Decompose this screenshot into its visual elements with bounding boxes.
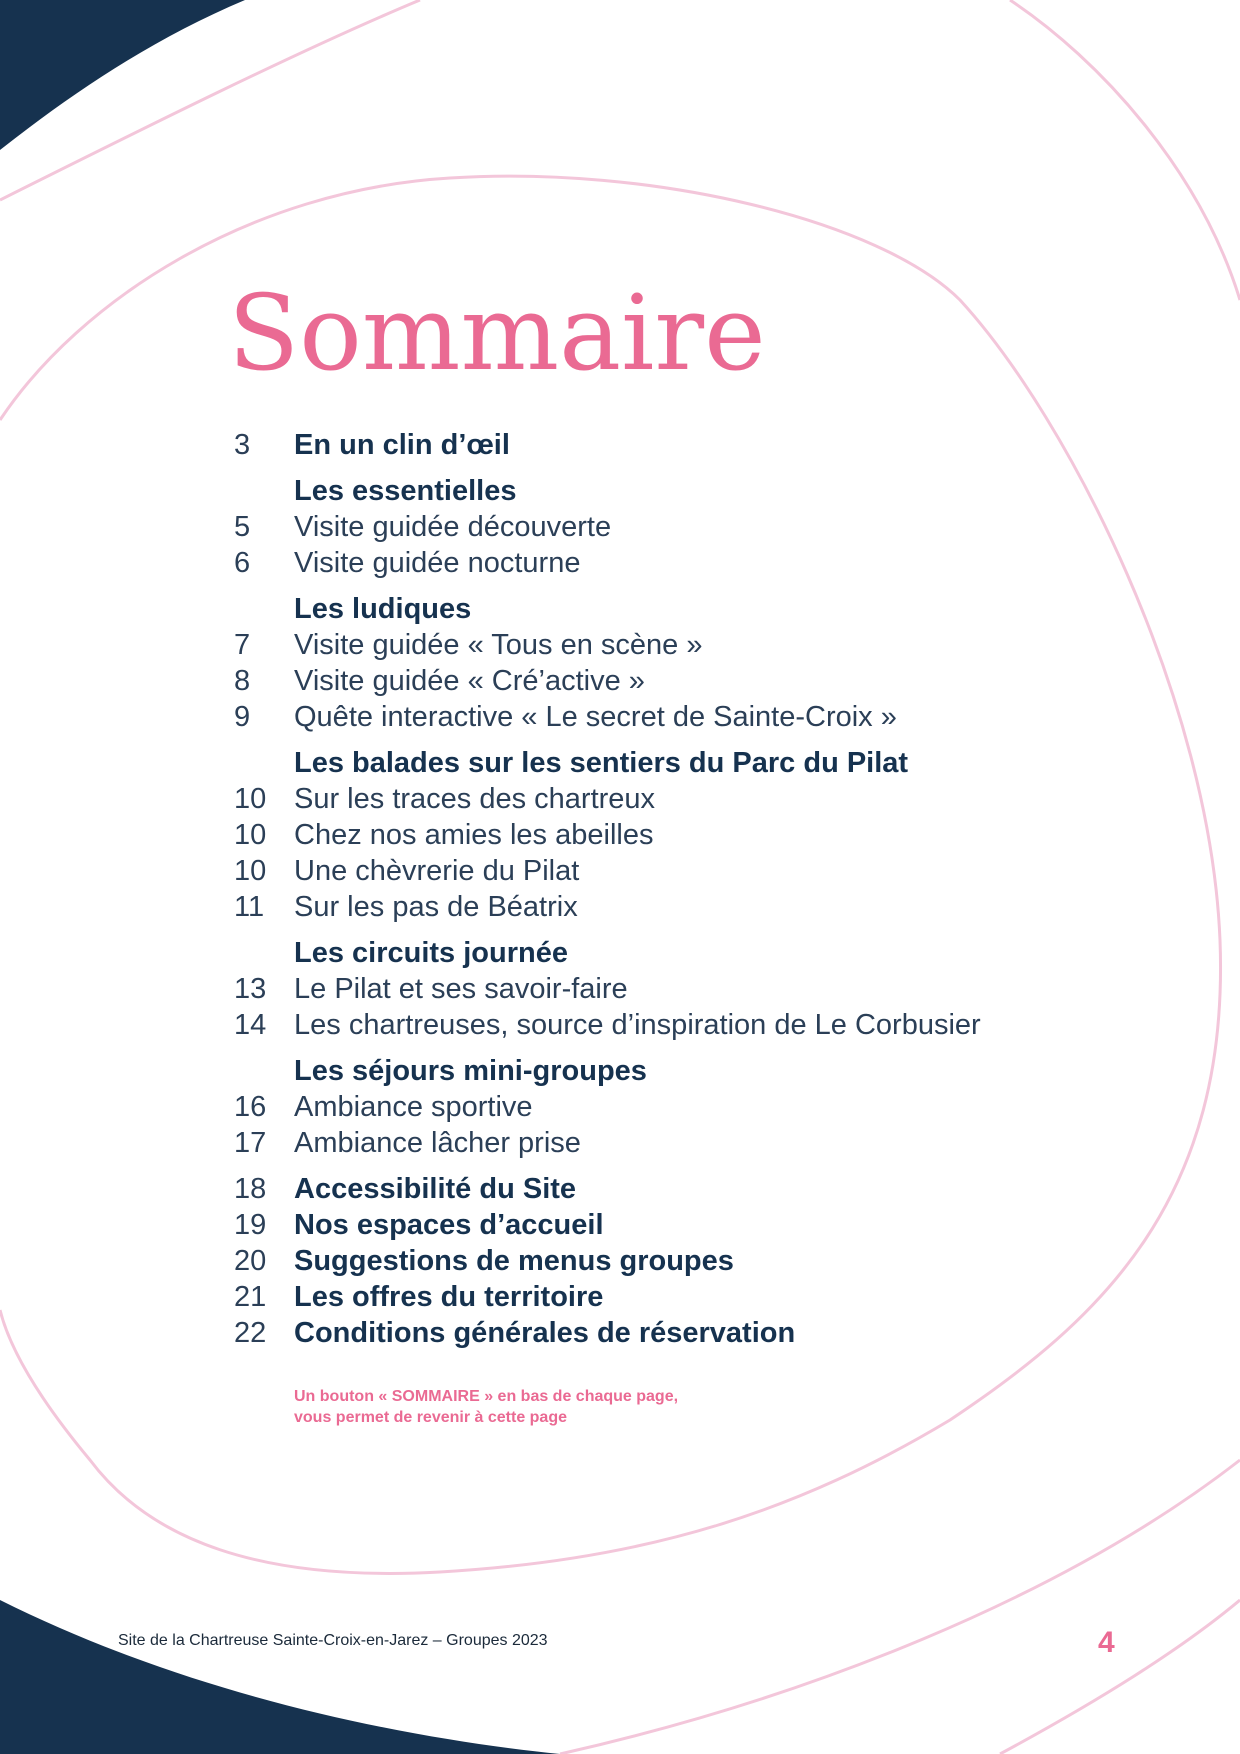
toc-section-heading xyxy=(234,1053,1134,1089)
toc-entry[interactable] xyxy=(234,971,1134,1007)
toc-label: En un clin d’œil xyxy=(294,428,510,461)
toc-label: Chez nos amies les abeilles xyxy=(294,818,654,851)
toc-section-heading xyxy=(234,591,1134,627)
toc-section-heading xyxy=(234,473,1134,509)
toc-page-number: 10 xyxy=(234,854,267,887)
toc-label: Les essentielles xyxy=(294,474,517,507)
page-number: 4 xyxy=(1098,1626,1115,1659)
toc-page-number: 17 xyxy=(234,1126,267,1159)
toc-label: Visite guidée « Cré’active » xyxy=(294,664,645,697)
toc-label: Une chèvrerie du Pilat xyxy=(294,854,580,887)
toc-page-number: 3 xyxy=(234,428,251,461)
toc-page-number: 16 xyxy=(234,1090,267,1123)
toc-label: Accessibilité du Site xyxy=(294,1172,577,1205)
page-title: Sommaire xyxy=(228,272,766,394)
toc-section-heading xyxy=(234,745,1134,781)
note-line-1: Un bouton « SOMMAIRE » en bas de chaque page, xyxy=(294,1388,679,1405)
toc-label: Ambiance sportive xyxy=(294,1090,533,1123)
table-of-contents xyxy=(234,427,1134,1351)
toc-entry[interactable] xyxy=(234,1243,1134,1279)
toc-page-number: 11 xyxy=(234,890,265,923)
toc-entry[interactable] xyxy=(234,817,1134,853)
toc-entry[interactable] xyxy=(234,853,1134,889)
toc-page-number: 5 xyxy=(234,510,251,543)
toc-label: Les balades sur les sentiers du Parc du Pilat xyxy=(294,746,909,779)
toc-page-number: 9 xyxy=(234,700,251,733)
toc-label: Ambiance lâcher prise xyxy=(294,1126,581,1159)
toc-label: Suggestions de menus groupes xyxy=(294,1244,734,1277)
toc-entry[interactable] xyxy=(234,1171,1134,1207)
toc-entry[interactable] xyxy=(234,427,1134,463)
toc-page-number: 21 xyxy=(234,1280,267,1313)
toc-entry[interactable] xyxy=(234,545,1134,581)
toc-page-number: 8 xyxy=(234,664,251,697)
toc-entry[interactable] xyxy=(234,1125,1134,1161)
toc-entry[interactable] xyxy=(234,663,1134,699)
toc-page-number: 7 xyxy=(234,628,251,661)
toc-page-number: 20 xyxy=(234,1244,267,1277)
toc-page-number: 19 xyxy=(234,1208,267,1241)
toc-label: Conditions générales de réservation xyxy=(294,1316,796,1349)
toc-entry[interactable] xyxy=(234,1279,1134,1315)
toc-entry[interactable] xyxy=(234,1089,1134,1125)
toc-label: Sur les traces des chartreux xyxy=(294,782,656,815)
toc-label: Visite guidée découverte xyxy=(294,510,612,543)
navy-corner-top-left xyxy=(0,0,245,150)
toc-page-number: 6 xyxy=(234,546,251,579)
pink-outline-bottom xyxy=(560,1460,1240,1754)
toc-label: Visite guidée « Tous en scène » xyxy=(294,628,703,661)
toc-entry[interactable] xyxy=(234,509,1134,545)
toc-page-number: 10 xyxy=(234,782,267,815)
toc-entry[interactable] xyxy=(234,699,1134,735)
footer-text: Site de la Chartreuse Sainte-Croix-en-Jarez – Groupes 2023 xyxy=(118,1632,548,1649)
toc-label: Nos espaces d’accueil xyxy=(294,1208,604,1241)
toc-page-number: 13 xyxy=(234,972,267,1005)
navy-band-bottom xyxy=(0,1600,560,1754)
toc-label: Sur les pas de Béatrix xyxy=(294,890,578,923)
toc-label: Le Pilat et ses savoir-faire xyxy=(294,972,628,1005)
toc-label: Les chartreuses, source d’inspiration de Le Corbusier xyxy=(294,1008,981,1041)
sommaire-button-note xyxy=(294,1386,814,1428)
toc-page-number: 18 xyxy=(234,1172,267,1205)
toc-page-number: 10 xyxy=(234,818,267,851)
toc-label: Les séjours mini-groupes xyxy=(294,1054,647,1087)
toc-label: Les ludiques xyxy=(294,592,472,625)
note-line-2: vous permet de revenir à cette page xyxy=(294,1409,567,1426)
toc-entry[interactable] xyxy=(234,627,1134,663)
toc-label: Quête interactive « Le secret de Sainte-Croix » xyxy=(294,700,897,733)
toc-entry[interactable] xyxy=(234,1207,1134,1243)
toc-label: Les offres du territoire xyxy=(294,1280,604,1313)
toc-entry[interactable] xyxy=(234,781,1134,817)
toc-entry[interactable] xyxy=(234,1007,1134,1043)
toc-label: Visite guidée nocturne xyxy=(294,546,581,579)
toc-entry[interactable] xyxy=(234,1315,1134,1351)
toc-page-number: 14 xyxy=(234,1008,267,1041)
toc-label: Les circuits journée xyxy=(294,936,568,969)
toc-page-number: 22 xyxy=(234,1316,267,1349)
toc-entry[interactable] xyxy=(234,889,1134,925)
toc-section-heading xyxy=(234,935,1134,971)
